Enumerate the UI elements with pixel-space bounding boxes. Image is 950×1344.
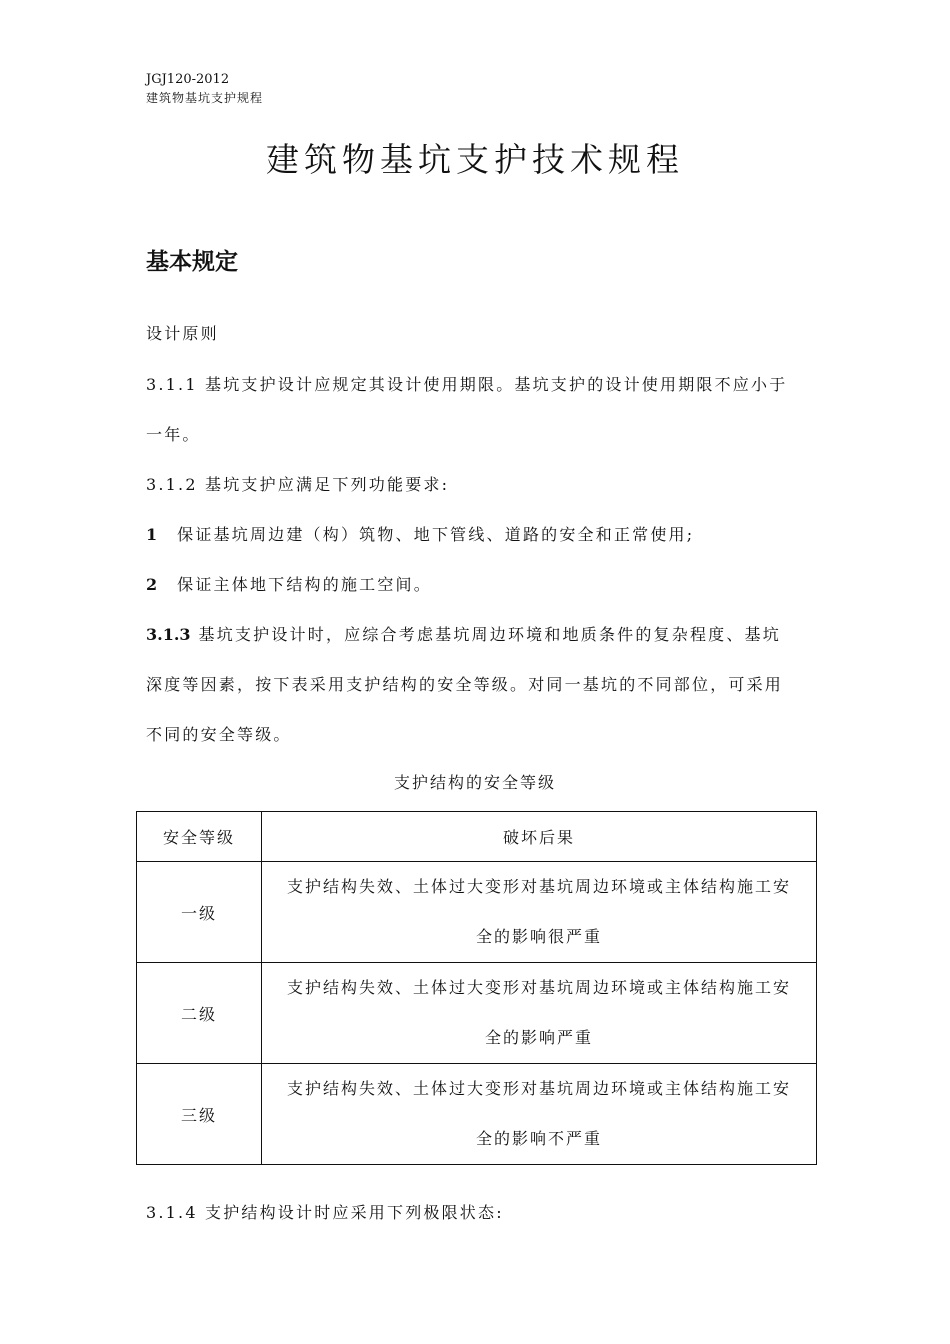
clause-3-1-3-text: 基坑支护设计时，应综合考虑基坑周边环境和地质条件的复杂程度、基坑: [198, 625, 781, 644]
section-heading: 基本规定: [146, 249, 238, 275]
clause-3-1-3-line2: 深度等因素，按下表采用支护结构的安全等级。对同一基坑的不同部位，可采用: [146, 675, 784, 694]
list-item-2-number: 2: [146, 575, 158, 594]
consequence-line: 支护结构失效、土体过大变形对基坑周边环境或主体结构施工安: [286, 1079, 791, 1098]
consequence-cell: [262, 963, 817, 1064]
subsection-heading: 设计原则: [146, 324, 219, 343]
clause-3-1-3-line1: [146, 624, 781, 646]
consequence-line: 全的影响不严重: [475, 1129, 602, 1148]
header-safety-grade: 安全等级: [137, 812, 262, 862]
list-item-2-text: 保证主体地下结构的施工空间。: [177, 575, 432, 594]
clause-3-1-4: 3.1.4 支护结构设计时应采用下列极限状态:: [146, 1203, 504, 1222]
table-header-row: [137, 812, 817, 862]
grade-level-cell: 二级: [137, 963, 262, 1064]
list-item-1-number: 1: [146, 525, 158, 544]
safety-grade-table: [136, 811, 817, 1165]
clause-3-1-2: 3.1.2 基坑支护应满足下列功能要求:: [146, 475, 450, 494]
table-row: [137, 862, 817, 963]
consequence-cell: [262, 862, 817, 963]
consequence-line: 全的影响很严重: [475, 927, 602, 946]
clause-3-1-3-line3: 不同的安全等级。: [146, 725, 292, 744]
header-subtitle: 建筑物基坑支护规程: [146, 91, 264, 105]
table-row: [137, 1064, 817, 1165]
consequence-line: 支护结构失效、土体过大变形对基坑周边环境或主体结构施工安: [286, 877, 791, 896]
table-caption: 支护结构的安全等级: [393, 773, 556, 792]
grade-level-cell: 一级: [137, 862, 262, 963]
consequence-line: 支护结构失效、土体过大变形对基坑周边环境或主体结构施工安: [286, 978, 791, 997]
clause-3-1-1-line2: 一年。: [146, 425, 201, 444]
clause-3-1-3-number: 3.1.3: [146, 625, 191, 644]
consequence-cell: [262, 1064, 817, 1165]
consequence-line: 全的影响严重: [484, 1028, 593, 1047]
list-item-1: [146, 524, 694, 546]
standard-code: JGJ120-2012: [146, 72, 230, 87]
list-item-1-text: 保证基坑周边建（构）筑物、地下管线、道路的安全和正常使用;: [177, 525, 695, 544]
grade-level-cell: 三级: [137, 1064, 262, 1165]
header-failure-consequence: 破坏后果: [262, 812, 817, 862]
document-title: 建筑物基坑支护技术规程: [266, 140, 684, 179]
clause-3-1-1-line1: 3.1.1 基坑支护设计应规定其设计使用期限。基坑支护的设计使用期限不应小于: [146, 375, 788, 394]
list-item-2: [146, 574, 432, 596]
table-row: [137, 963, 817, 1064]
